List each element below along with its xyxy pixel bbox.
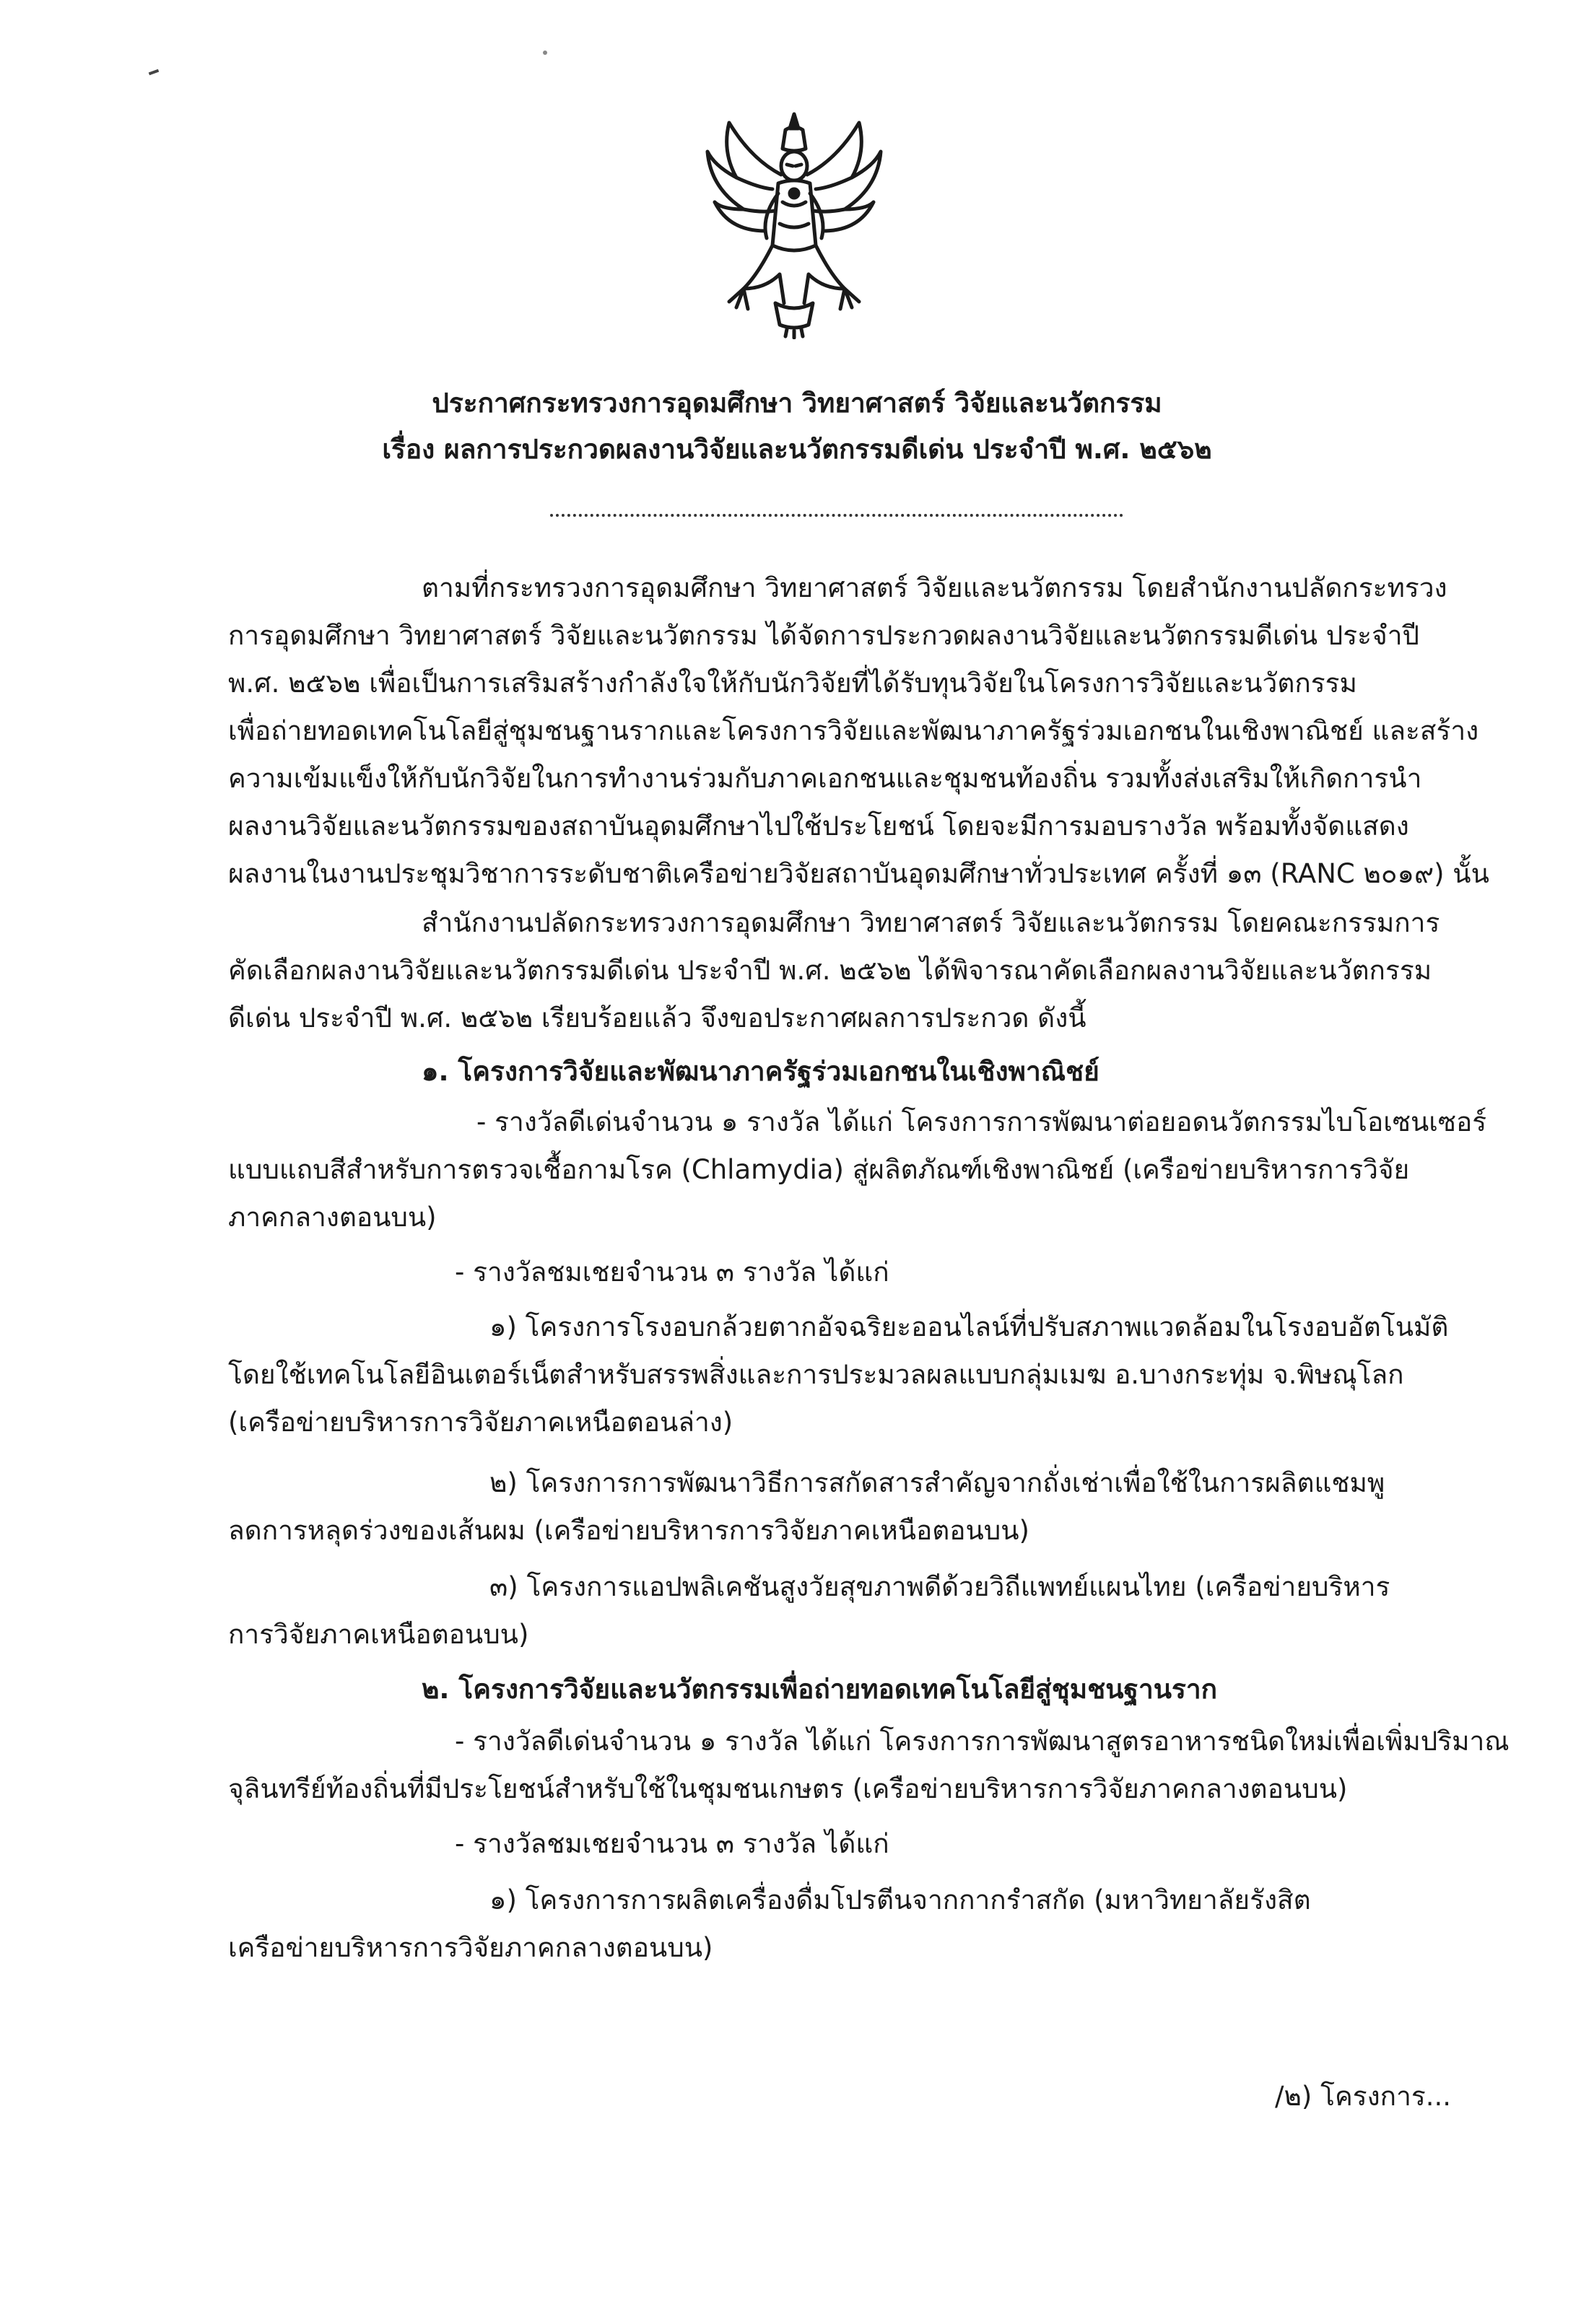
project-line: (เครือข่ายบริหารการวิจัยภาคเหนือตอนล่าง)	[228, 1407, 733, 1438]
award-line: จุลินทรีย์ท้องถิ่นที่มีประโยชน์สำหรับใช้ในชุมชนเกษตร (เครือข่ายบริหารการวิจัยภาคกลางตอนบน)	[228, 1773, 1348, 1804]
project-line: ๓) โครงการแอปพลิเคชันสูงวัยสุขภาพดีด้วยวิถีแพทย์แผนไทย (เครือข่ายบริหาร	[489, 1571, 1390, 1602]
garuda-emblem-icon	[700, 108, 888, 339]
section-heading: ๒. โครงการวิจัยและนวัตกรรมเพื่อถ่ายทอดเทคโนโลยีสู่ชุมชนฐานราก	[422, 1674, 1218, 1705]
honorable-label: - รางวัลชมเชยจำนวน ๓ รางวัล ได้แก่	[455, 1257, 889, 1288]
project-line: ลดการหลุดร่วงของเส้นผม (เครือข่ายบริหารการวิจัยภาคเหนือตอนบน)	[228, 1515, 1029, 1546]
project-line: เครือข่ายบริหารการวิจัยภาคกลางตอนบน)	[228, 1932, 713, 1963]
announcement-subject: เรื่อง ผลการประกวดผลงานวิจัยและนวัตกรรมดีเด่น ประจำปี พ.ศ. ๒๕๖๒	[382, 434, 1212, 465]
section-heading: ๑. โครงการวิจัยและพัฒนาภาครัฐร่วมเอกชนในเชิงพาณิชย์	[422, 1056, 1099, 1087]
dotted-divider	[550, 514, 1123, 517]
project-line: ๑) โครงการโรงอบกล้วยตากอัจฉริยะออนไลน์ที่ปรับสภาพแวดล้อมในโรงอบอัตโนมัติ	[489, 1311, 1449, 1342]
project-line: โดยใช้เทคโนโลยีอินเตอร์เน็ตสำหรับสรรพสิ่งและการประมวลผลแบบกลุ่มเมฆ อ.บางกระทุ่ม จ.พิษณุโลก	[228, 1359, 1404, 1390]
honorable-label: - รางวัลชมเชยจำนวน ๓ รางวัล ได้แก่	[455, 1828, 889, 1859]
project-line: ๒) โครงการการพัฒนาวิธีการสกัดสารสำคัญจากถั่งเช่าเพื่อใช้ในการผลิตแชมพู	[489, 1467, 1385, 1498]
award-line: แบบแถบสีสำหรับการตรวจเชื้อกามโรค (Chlamydia) สู่ผลิตภัณฑ์เชิงพาณิชย์ (เครือข่ายบริหารการวิจัย	[228, 1154, 1410, 1185]
project-line: การวิจัยภาคเหนือตอนบน)	[228, 1619, 529, 1650]
scan-speck	[543, 51, 547, 55]
award-line: - รางวัลดีเด่นจำนวน ๑ รางวัล ได้แก่ โครงการการพัฒนาสูตรอาหารชนิดใหม่เพื่อเพิ่มปริมาณ	[455, 1726, 1510, 1757]
intro-line: พ.ศ. ๒๕๖๒ เพื่อเป็นการเสริมสร้างกำลังใจให้กับนักวิจัยที่ได้รับทุนวิจัยในโครงการวิจัยและนวัตกรรม	[228, 668, 1357, 699]
page-continuation: /๒) โครงการ...	[1275, 2081, 1451, 2112]
intro-line: การอุดมศึกษา วิทยาศาสตร์ วิจัยและนวัตกรรม ได้จัดการประกวดผลงานวิจัยและนวัตกรรมดีเด่น ประจำปี	[228, 620, 1419, 651]
award-line: ภาคกลางตอนบน)	[228, 1202, 437, 1233]
scan-mark	[149, 69, 160, 76]
intro-line: เพื่อถ่ายทอดเทคโนโลยีสู่ชุมชนฐานรากและโครงการวิจัยและพัฒนาภาครัฐร่วมเอกชนในเชิงพาณิชย์ และสร้าง	[228, 715, 1479, 746]
intro-line: ผลงานในงานประชุมวิชาการระดับชาติเครือข่ายวิจัยสถาบันอุดมศึกษาทั่วประเทศ ครั้งที่ ๑๓ (RANC ๒๐๑๙) นั้น	[228, 858, 1489, 889]
intro-line: ตามที่กระทรวงการอุดมศึกษา วิทยาศาสตร์ วิจัยและนวัตกรรม โดยสำนักงานปลัดกระทรวง	[422, 572, 1447, 603]
project-line: ๑) โครงการการผลิตเครื่องดื่มโปรตีนจากกากรำสกัด (มหาวิทยาลัยรังสิต	[489, 1884, 1311, 1915]
intro-line: ความเข้มแข็งให้กับนักวิจัยในการทำงานร่วมกับภาคเอกชนและชุมชนท้องถิ่น รวมทั้งส่งเสริมให้เกิดการนำ	[228, 763, 1422, 794]
intro-line: ผลงานวิจัยและนวัตกรรมของสถาบันอุดมศึกษาไปใช้ประโยชน์ โดยจะมีการมอบรางวัล พร้อมทั้งจัดแสดง	[228, 811, 1409, 842]
announcement-title: ประกาศกระทรวงการอุดมศึกษา วิทยาศาสตร์ วิจัยและนวัตกรรม	[432, 388, 1162, 419]
intro-line: คัดเลือกผลงานวิจัยและนวัตกรรมดีเด่น ประจำปี พ.ศ. ๒๕๖๒ ได้พิจารณาคัดเลือกผลงานวิจัยและนวัตกรรม	[228, 955, 1432, 986]
award-line: - รางวัลดีเด่นจำนวน ๑ รางวัล ได้แก่ โครงการการพัฒนาต่อยอดนวัตกรรมไบโอเซนเซอร์	[476, 1106, 1487, 1137]
intro-line: สำนักงานปลัดกระทรวงการอุดมศึกษา วิทยาศาสตร์ วิจัยและนวัตกรรม โดยคณะกรรมการ	[422, 907, 1440, 938]
intro-line: ดีเด่น ประจำปี พ.ศ. ๒๕๖๒ เรียบร้อยแล้ว จึงขอประกาศผลการประกวด ดังนี้	[228, 1002, 1086, 1034]
